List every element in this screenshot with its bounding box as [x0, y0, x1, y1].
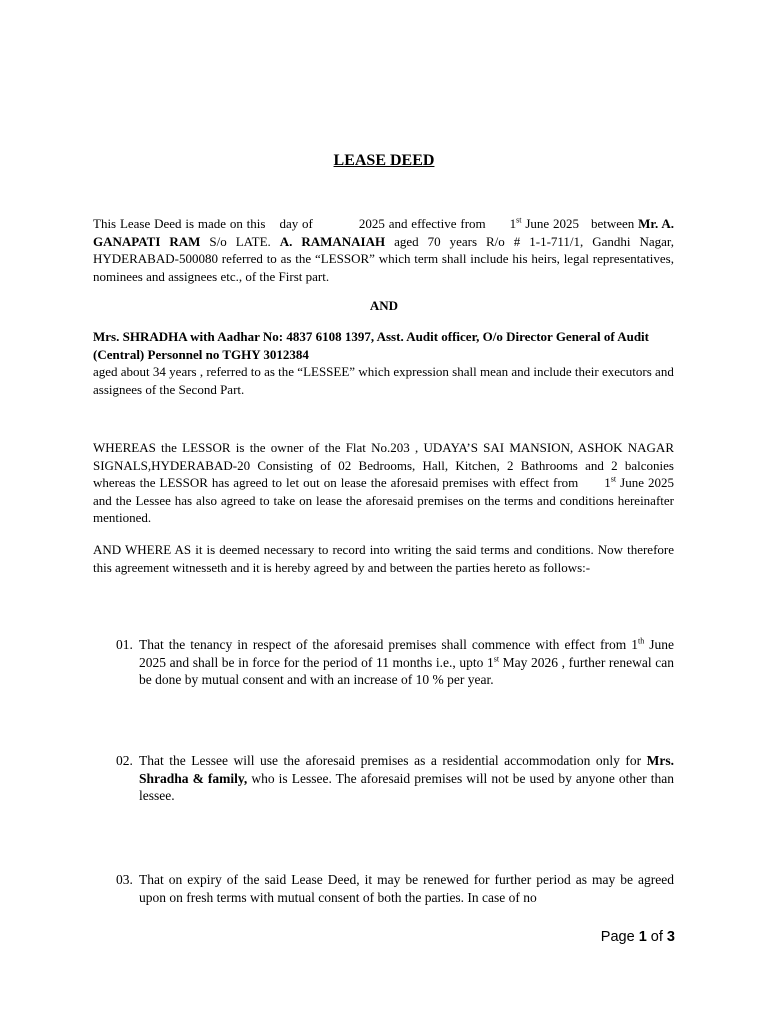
clause-text: That on expiry of the said Lease Deed, it may be renewed for further period as may be agreed upon on fresh terms with mutual consent of both the parties. In case of no [139, 872, 674, 905]
clause-text: That the tenancy in respect of the aforesaid premises shall commence with effect from 1th June 2025 and shall be in force for the period of 11 months i.e., upto 1st May 2026 , further renewal can be done by mutual consent and with an increase of 10 % per year. [139, 636, 674, 688]
clause-number: 02. [116, 753, 133, 768]
where-as-paragraph: AND WHERE AS it is deemed necessary to record into writing the said terms and conditions. Now therefore this agreement witnesseth and it is hereby agreed by and between the parties hereto as follows:- [93, 542, 674, 575]
and-separator: AND [369, 298, 399, 313]
clause-01 [116, 636, 674, 689]
intro-paragraph: This Lease Deed is made on this day of 2025 and effective from 1st June 2025 between Mr. A. GANAPATI RAM S/o LATE. A. RAMANAIAH aged 70 years R/o # 1-1-711/1, Gandhi Nagar, HYDERABAD-500080 referred to as the “LESSOR” which term shall include his heirs, legal representatives, nominees and assignees etc., of the First part. [93, 215, 674, 284]
lessor-father-name: A. RAMANAIAH [279, 233, 386, 249]
clause-number: 01. [116, 637, 133, 652]
clause-03 [116, 871, 674, 906]
page-number: Page 1 of 3 [600, 929, 675, 945]
clause-number: 03. [116, 872, 133, 887]
whereas-paragraph: WHEREAS the LESSOR is the owner of the Flat No.203 , UDAYA’S SAI MANSION, ASHOK NAGAR SIGNALS,HYDERABAD-20 Consisting of 02 Bedrooms, Hall, Kitchen, 2 Bathrooms and 2 balconies whereas the LESSOR has agreed to let out on lease the aforesaid premises with effect from 1st June 2025 and the Lessee has also agreed to take on lease the aforesaid premises on the terms and conditions hereinafter mentioned. [93, 440, 674, 526]
clause-02 [116, 752, 674, 805]
document-title: LEASE DEED [333, 152, 435, 169]
lessee-paragraph: Mrs. SHRADHA with Aadhar No: 4837 6108 1397, Asst. Audit officer, O/o Director General of Audit (Central) Personnel no TGHY 3012384 aged about 34 years , referred to as the “LESSEE” which expression shall mean and include their executors and assignees of the Second Part. [93, 329, 674, 397]
lessee-details: Mrs. SHRADHA with Aadhar No: 4837 6108 1397, Asst. Audit officer, O/o Director General of Audit (Central) Personnel no TGHY 3012384 [93, 329, 649, 362]
clause-text: That the Lessee will use the aforesaid premises as a residential accommodation only for Mrs. Shradha & family, who is Lessee. The aforesaid premises will not be used by anyone other than lessee. [139, 753, 674, 804]
lessor-name: Mr. A. GANAPATI RAM [93, 216, 674, 249]
